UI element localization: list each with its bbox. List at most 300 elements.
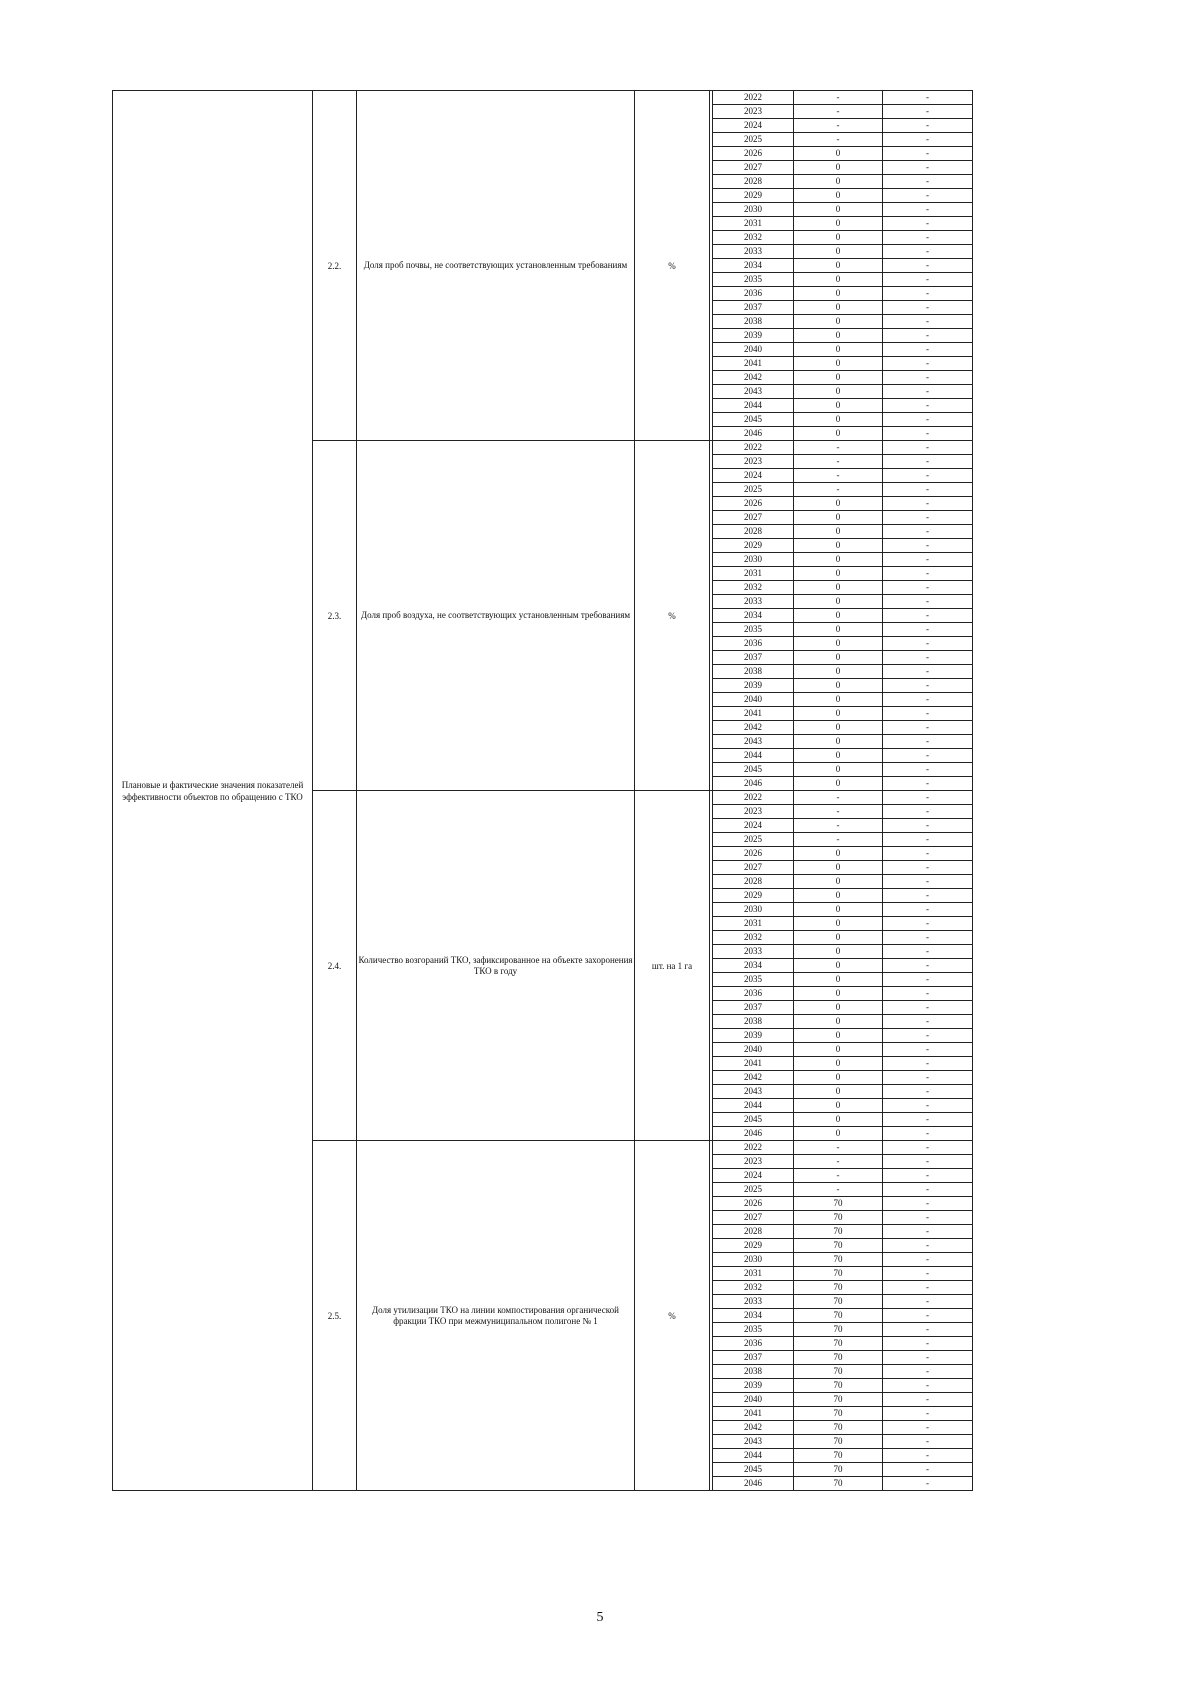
year-cell: 2027 xyxy=(713,511,794,525)
plan-value-cell: - xyxy=(794,119,883,133)
fact-value-cell: - xyxy=(883,119,973,133)
plan-value-cell: 0 xyxy=(794,763,883,777)
plan-value-cell: 0 xyxy=(794,287,883,301)
year-row xyxy=(713,1309,973,1323)
year-cell: 2026 xyxy=(713,497,794,511)
fact-value-cell: - xyxy=(883,1001,973,1015)
year-row xyxy=(713,651,973,665)
year-row xyxy=(713,693,973,707)
year-cell: 2030 xyxy=(713,203,794,217)
year-row xyxy=(713,819,973,833)
indicator-unit: % xyxy=(635,91,710,441)
fact-value-cell: - xyxy=(883,791,973,805)
fact-value-cell: - xyxy=(883,847,973,861)
year-row xyxy=(713,1225,973,1239)
year-cell: 2036 xyxy=(713,287,794,301)
year-row xyxy=(713,91,973,105)
fact-value-cell: - xyxy=(883,1071,973,1085)
fact-value-cell: - xyxy=(883,819,973,833)
year-row xyxy=(713,1295,973,1309)
plan-value-cell: - xyxy=(794,791,883,805)
plan-value-cell: 0 xyxy=(794,679,883,693)
plan-value-cell: 70 xyxy=(794,1225,883,1239)
year-row xyxy=(713,959,973,973)
year-cell: 2029 xyxy=(713,189,794,203)
fact-value-cell: - xyxy=(883,1239,973,1253)
year-row xyxy=(713,917,973,931)
year-row xyxy=(713,105,973,119)
plan-value-cell: 0 xyxy=(794,1029,883,1043)
fact-value-cell: - xyxy=(883,637,973,651)
plan-value-cell: 70 xyxy=(794,1295,883,1309)
fact-value-cell: - xyxy=(883,231,973,245)
year-row xyxy=(713,707,973,721)
year-cell: 2022 xyxy=(713,1141,794,1155)
indicators-table xyxy=(112,90,973,1491)
year-cell: 2032 xyxy=(713,231,794,245)
plan-value-cell: 70 xyxy=(794,1393,883,1407)
year-row xyxy=(713,511,973,525)
plan-value-cell: - xyxy=(794,441,883,455)
fact-value-cell: - xyxy=(883,133,973,147)
fact-value-cell: - xyxy=(883,273,973,287)
year-cell: 2033 xyxy=(713,245,794,259)
page-number: 5 xyxy=(596,1610,604,1625)
fact-value-cell: - xyxy=(883,1015,973,1029)
indicator-row xyxy=(113,91,973,441)
yearly-values-table xyxy=(712,441,972,790)
plan-value-cell: 0 xyxy=(794,889,883,903)
year-row xyxy=(713,1393,973,1407)
fact-value-cell: - xyxy=(883,385,973,399)
plan-value-cell: - xyxy=(794,1141,883,1155)
plan-value-cell: 70 xyxy=(794,1337,883,1351)
plan-value-cell: 0 xyxy=(794,539,883,553)
fact-value-cell: - xyxy=(883,777,973,791)
year-row xyxy=(713,1435,973,1449)
indicator-number: 2.2. xyxy=(313,91,357,441)
year-row xyxy=(713,245,973,259)
plan-value-cell: 0 xyxy=(794,609,883,623)
plan-value-cell: 0 xyxy=(794,1001,883,1015)
year-row xyxy=(713,1183,973,1197)
fact-value-cell: - xyxy=(883,1449,973,1463)
fact-value-cell: - xyxy=(883,371,973,385)
year-cell: 2025 xyxy=(713,133,794,147)
plan-value-cell: 0 xyxy=(794,1099,883,1113)
indicator-number: 2.3. xyxy=(313,441,357,791)
plan-value-cell: 0 xyxy=(794,203,883,217)
year-cell: 2029 xyxy=(713,539,794,553)
plan-value-cell: 70 xyxy=(794,1379,883,1393)
category-label: Плановые и фактические значения показателей эффективности объектов по обращению с ТКО xyxy=(113,91,313,1491)
year-cell: 2042 xyxy=(713,371,794,385)
year-cell: 2023 xyxy=(713,455,794,469)
fact-value-cell: - xyxy=(883,189,973,203)
plan-value-cell: - xyxy=(794,91,883,105)
fact-value-cell: - xyxy=(883,1309,973,1323)
year-row xyxy=(713,721,973,735)
year-row xyxy=(713,1351,973,1365)
year-cell: 2040 xyxy=(713,343,794,357)
fact-value-cell: - xyxy=(883,973,973,987)
plan-value-cell: 0 xyxy=(794,903,883,917)
fact-value-cell: - xyxy=(883,175,973,189)
year-cell: 2037 xyxy=(713,301,794,315)
year-cell: 2045 xyxy=(713,1113,794,1127)
year-row xyxy=(713,273,973,287)
fact-value-cell: - xyxy=(883,679,973,693)
year-row xyxy=(713,805,973,819)
year-row xyxy=(713,1141,973,1155)
plan-value-cell: 0 xyxy=(794,399,883,413)
year-cell: 2023 xyxy=(713,805,794,819)
year-cell: 2041 xyxy=(713,1057,794,1071)
plan-value-cell: 0 xyxy=(794,847,883,861)
year-row xyxy=(713,847,973,861)
year-cell: 2041 xyxy=(713,707,794,721)
year-row xyxy=(713,1113,973,1127)
year-row xyxy=(713,987,973,1001)
year-cell: 2038 xyxy=(713,1365,794,1379)
fact-value-cell: - xyxy=(883,749,973,763)
fact-value-cell: - xyxy=(883,567,973,581)
year-row xyxy=(713,1253,973,1267)
year-cell: 2044 xyxy=(713,1449,794,1463)
year-row xyxy=(713,567,973,581)
year-cell: 2045 xyxy=(713,1463,794,1477)
fact-value-cell: - xyxy=(883,553,973,567)
year-row xyxy=(713,665,973,679)
indicator-unit: % xyxy=(635,441,710,791)
year-cell: 2033 xyxy=(713,945,794,959)
fact-value-cell: - xyxy=(883,581,973,595)
year-cell: 2037 xyxy=(713,651,794,665)
fact-value-cell: - xyxy=(883,1057,973,1071)
year-cell: 2035 xyxy=(713,973,794,987)
year-row xyxy=(713,1463,973,1477)
year-cell: 2037 xyxy=(713,1001,794,1015)
year-row xyxy=(713,371,973,385)
fact-value-cell: - xyxy=(883,539,973,553)
indicator-name: Количество возгораний ТКО, зафиксированное на объекте захоронения ТКО в году xyxy=(357,791,635,1141)
year-row xyxy=(713,791,973,805)
year-row xyxy=(713,889,973,903)
plan-value-cell: 70 xyxy=(794,1197,883,1211)
year-row xyxy=(713,763,973,777)
year-row xyxy=(713,1323,973,1337)
plan-value-cell: 0 xyxy=(794,1057,883,1071)
fact-value-cell: - xyxy=(883,959,973,973)
year-row xyxy=(713,875,973,889)
year-cell: 2032 xyxy=(713,931,794,945)
fact-value-cell: - xyxy=(883,721,973,735)
fact-value-cell: - xyxy=(883,1407,973,1421)
year-row xyxy=(713,1239,973,1253)
fact-value-cell: - xyxy=(883,805,973,819)
year-row xyxy=(713,1085,973,1099)
year-cell: 2043 xyxy=(713,1435,794,1449)
indicator-number: 2.4. xyxy=(313,791,357,1141)
year-cell: 2027 xyxy=(713,161,794,175)
year-cell: 2044 xyxy=(713,749,794,763)
fact-value-cell: - xyxy=(883,1365,973,1379)
plan-value-cell: - xyxy=(794,833,883,847)
year-row xyxy=(713,161,973,175)
fact-value-cell: - xyxy=(883,427,973,441)
plan-value-cell: 0 xyxy=(794,777,883,791)
plan-value-cell: 0 xyxy=(794,959,883,973)
plan-value-cell: 0 xyxy=(794,343,883,357)
plan-value-cell: 0 xyxy=(794,1043,883,1057)
plan-value-cell: 0 xyxy=(794,875,883,889)
year-cell: 2024 xyxy=(713,469,794,483)
year-cell: 2043 xyxy=(713,735,794,749)
fact-value-cell: - xyxy=(883,1127,973,1141)
year-cell: 2025 xyxy=(713,833,794,847)
plan-value-cell: 70 xyxy=(794,1211,883,1225)
fact-value-cell: - xyxy=(883,315,973,329)
plan-value-cell: 0 xyxy=(794,273,883,287)
fact-value-cell: - xyxy=(883,287,973,301)
year-row xyxy=(713,315,973,329)
plan-value-cell: 0 xyxy=(794,371,883,385)
year-cell: 2029 xyxy=(713,1239,794,1253)
year-cell: 2040 xyxy=(713,693,794,707)
yearly-values-cell xyxy=(710,441,973,791)
fact-value-cell: - xyxy=(883,301,973,315)
year-cell: 2033 xyxy=(713,595,794,609)
year-row xyxy=(713,329,973,343)
fact-value-cell: - xyxy=(883,1113,973,1127)
fact-value-cell: - xyxy=(883,1099,973,1113)
year-cell: 2044 xyxy=(713,1099,794,1113)
indicator-number: 2.5. xyxy=(313,1141,357,1491)
year-cell: 2039 xyxy=(713,1029,794,1043)
year-row xyxy=(713,735,973,749)
year-row xyxy=(713,1267,973,1281)
year-cell: 2028 xyxy=(713,1225,794,1239)
year-row xyxy=(713,385,973,399)
year-row xyxy=(713,357,973,371)
year-row xyxy=(713,119,973,133)
year-row xyxy=(713,1057,973,1071)
fact-value-cell: - xyxy=(883,623,973,637)
year-cell: 2023 xyxy=(713,1155,794,1169)
plan-value-cell: 0 xyxy=(794,1071,883,1085)
plan-value-cell: 70 xyxy=(794,1323,883,1337)
year-row xyxy=(713,301,973,315)
plan-value-cell: 0 xyxy=(794,707,883,721)
fact-value-cell: - xyxy=(883,1477,973,1491)
fact-value-cell: - xyxy=(883,1085,973,1099)
plan-value-cell: 0 xyxy=(794,1127,883,1141)
year-row xyxy=(713,399,973,413)
plan-value-cell: 0 xyxy=(794,497,883,511)
indicator-name: Доля проб воздуха, не соответствующих установленным требованиям xyxy=(357,441,635,791)
plan-value-cell: 0 xyxy=(794,749,883,763)
indicator-name: Доля проб почвы, не соответствующих установленным требованиям xyxy=(357,91,635,441)
fact-value-cell: - xyxy=(883,469,973,483)
year-row xyxy=(713,287,973,301)
fact-value-cell: - xyxy=(883,1169,973,1183)
year-row xyxy=(713,1365,973,1379)
plan-value-cell: 70 xyxy=(794,1407,883,1421)
year-row xyxy=(713,133,973,147)
fact-value-cell: - xyxy=(883,1393,973,1407)
year-cell: 2024 xyxy=(713,819,794,833)
fact-value-cell: - xyxy=(883,665,973,679)
fact-value-cell: - xyxy=(883,875,973,889)
fact-value-cell: - xyxy=(883,1211,973,1225)
plan-value-cell: 0 xyxy=(794,1015,883,1029)
plan-value-cell: - xyxy=(794,469,883,483)
fact-value-cell: - xyxy=(883,917,973,931)
year-cell: 2034 xyxy=(713,609,794,623)
plan-value-cell: 0 xyxy=(794,595,883,609)
year-row xyxy=(713,343,973,357)
year-cell: 2024 xyxy=(713,119,794,133)
fact-value-cell: - xyxy=(883,1337,973,1351)
year-row xyxy=(713,231,973,245)
year-cell: 2029 xyxy=(713,889,794,903)
yearly-values-table xyxy=(712,91,972,440)
plan-value-cell: 0 xyxy=(794,189,883,203)
year-row xyxy=(713,1379,973,1393)
year-cell: 2022 xyxy=(713,91,794,105)
year-cell: 2038 xyxy=(713,315,794,329)
fact-value-cell: - xyxy=(883,1435,973,1449)
fact-value-cell: - xyxy=(883,441,973,455)
plan-value-cell: 0 xyxy=(794,525,883,539)
plan-value-cell: 0 xyxy=(794,329,883,343)
year-row xyxy=(713,1337,973,1351)
fact-value-cell: - xyxy=(883,595,973,609)
year-row xyxy=(713,1071,973,1085)
plan-value-cell: 70 xyxy=(794,1351,883,1365)
year-row xyxy=(713,623,973,637)
plan-value-cell: 0 xyxy=(794,567,883,581)
fact-value-cell: - xyxy=(883,945,973,959)
year-row xyxy=(713,469,973,483)
year-row xyxy=(713,945,973,959)
fact-value-cell: - xyxy=(883,1225,973,1239)
fact-value-cell: - xyxy=(883,1379,973,1393)
year-cell: 2042 xyxy=(713,721,794,735)
plan-value-cell: 0 xyxy=(794,987,883,1001)
fact-value-cell: - xyxy=(883,1155,973,1169)
yearly-values-table xyxy=(712,1141,972,1490)
fact-value-cell: - xyxy=(883,343,973,357)
year-cell: 2039 xyxy=(713,679,794,693)
plan-value-cell: - xyxy=(794,105,883,119)
plan-value-cell: 0 xyxy=(794,721,883,735)
year-cell: 2023 xyxy=(713,105,794,119)
year-row xyxy=(713,1421,973,1435)
indicator-unit: шт. на 1 га xyxy=(635,791,710,1141)
fact-value-cell: - xyxy=(883,903,973,917)
year-cell: 2031 xyxy=(713,917,794,931)
fact-value-cell: - xyxy=(883,511,973,525)
plan-value-cell: 70 xyxy=(794,1239,883,1253)
indicator-unit: % xyxy=(635,1141,710,1491)
year-row xyxy=(713,455,973,469)
year-cell: 2040 xyxy=(713,1393,794,1407)
year-cell: 2022 xyxy=(713,791,794,805)
fact-value-cell: - xyxy=(883,987,973,1001)
year-cell: 2044 xyxy=(713,399,794,413)
indicator-name: Доля утилизации ТКО на линии компостирования органической фракции ТКО при межмуниципальном полигоне № 1 xyxy=(357,1141,635,1491)
year-cell: 2046 xyxy=(713,427,794,441)
year-row xyxy=(713,861,973,875)
plan-value-cell: 0 xyxy=(794,665,883,679)
year-cell: 2040 xyxy=(713,1043,794,1057)
year-cell: 2028 xyxy=(713,175,794,189)
year-row xyxy=(713,1407,973,1421)
year-cell: 2041 xyxy=(713,357,794,371)
year-row xyxy=(713,175,973,189)
year-cell: 2043 xyxy=(713,385,794,399)
year-cell: 2028 xyxy=(713,875,794,889)
year-row xyxy=(713,777,973,791)
year-row xyxy=(713,259,973,273)
year-cell: 2022 xyxy=(713,441,794,455)
year-cell: 2031 xyxy=(713,217,794,231)
plan-value-cell: - xyxy=(794,819,883,833)
fact-value-cell: - xyxy=(883,931,973,945)
fact-value-cell: - xyxy=(883,217,973,231)
plan-value-cell: 0 xyxy=(794,623,883,637)
plan-value-cell: - xyxy=(794,483,883,497)
plan-value-cell: 0 xyxy=(794,693,883,707)
year-row xyxy=(713,1127,973,1141)
plan-value-cell: - xyxy=(794,1169,883,1183)
plan-value-cell: 70 xyxy=(794,1435,883,1449)
year-cell: 2036 xyxy=(713,637,794,651)
year-cell: 2046 xyxy=(713,1127,794,1141)
fact-value-cell: - xyxy=(883,91,973,105)
year-cell: 2025 xyxy=(713,483,794,497)
year-cell: 2028 xyxy=(713,525,794,539)
year-row xyxy=(713,1155,973,1169)
plan-value-cell: 0 xyxy=(794,231,883,245)
year-cell: 2030 xyxy=(713,1253,794,1267)
year-cell: 2026 xyxy=(713,847,794,861)
yearly-values-table xyxy=(712,791,972,1140)
plan-value-cell: - xyxy=(794,455,883,469)
fact-value-cell: - xyxy=(883,693,973,707)
year-row xyxy=(713,1477,973,1491)
plan-value-cell: 0 xyxy=(794,735,883,749)
year-row xyxy=(713,539,973,553)
year-row xyxy=(713,1099,973,1113)
year-cell: 2030 xyxy=(713,553,794,567)
fact-value-cell: - xyxy=(883,1351,973,1365)
year-row xyxy=(713,441,973,455)
fact-value-cell: - xyxy=(883,609,973,623)
fact-value-cell: - xyxy=(883,763,973,777)
plan-value-cell: 70 xyxy=(794,1253,883,1267)
year-row xyxy=(713,413,973,427)
plan-value-cell: 70 xyxy=(794,1421,883,1435)
fact-value-cell: - xyxy=(883,707,973,721)
year-cell: 2046 xyxy=(713,1477,794,1491)
fact-value-cell: - xyxy=(883,455,973,469)
plan-value-cell: 0 xyxy=(794,161,883,175)
plan-value-cell: 0 xyxy=(794,553,883,567)
plan-value-cell: 0 xyxy=(794,931,883,945)
fact-value-cell: - xyxy=(883,1253,973,1267)
